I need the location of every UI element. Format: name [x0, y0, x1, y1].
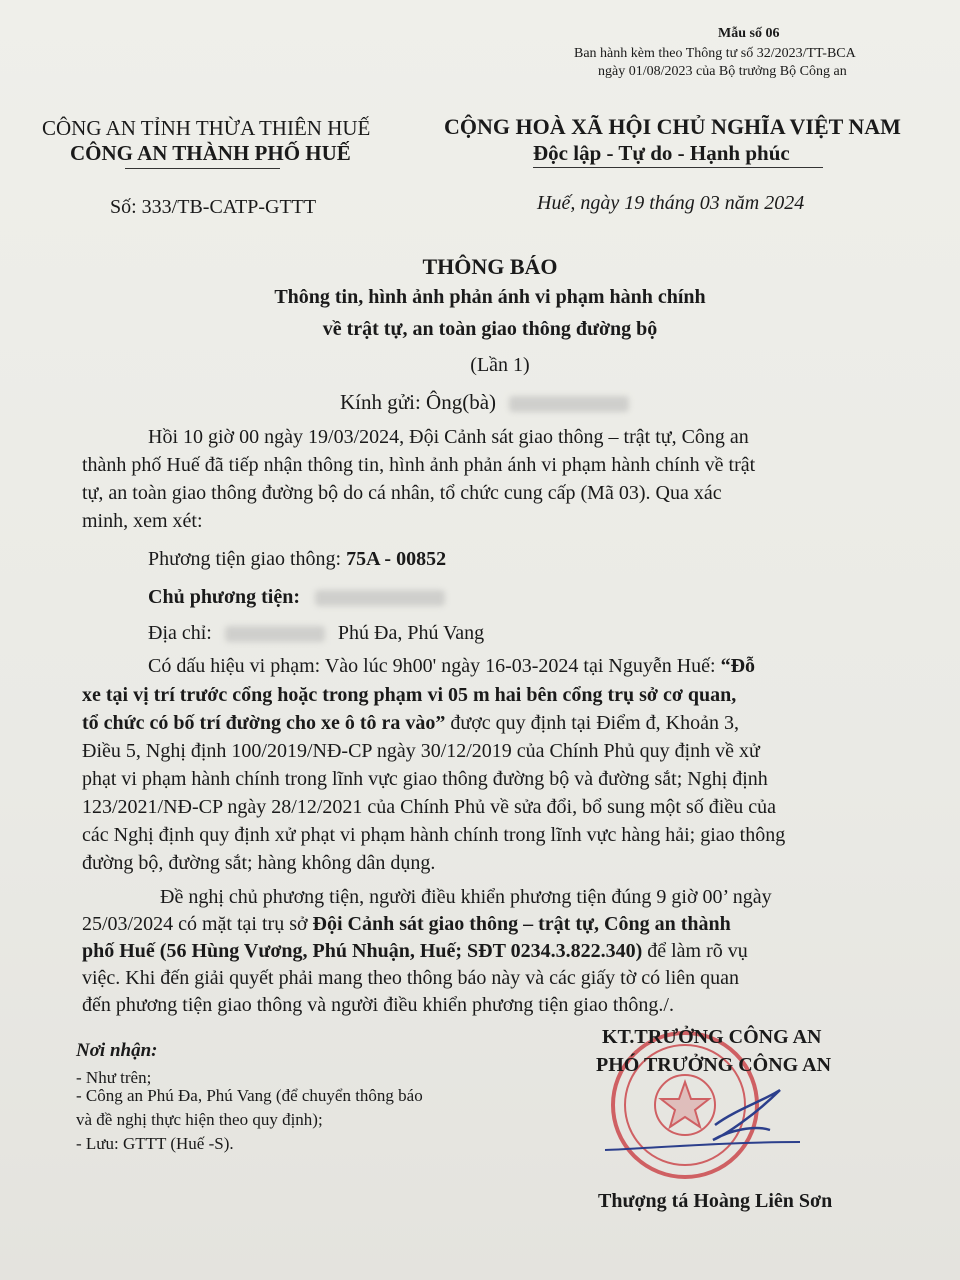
paragraph-3-line-4: việc. Khi đến giải quyết phải mang theo thông báo này và các giấy tờ có liên quan [82, 967, 740, 989]
address-value: Phú Đa, Phú Vang [337, 622, 485, 644]
paragraph-2-line-4: Điều 5, Nghị định 100/2019/NĐ-CP ngày 30/12/2019 của Chính Phủ quy định về xử [82, 740, 760, 762]
signature-title-2: PHÓ TRƯỞNG CÔNG AN [596, 1054, 832, 1076]
vehicle-label: Phương tiện giao thông: [148, 548, 347, 570]
recipient-2: - Công an Phú Đa, Phú Vang (để chuyển thông báo [76, 1086, 423, 1105]
office-name: Đội Cảnh sát giao thông – trật tự, Công an thành [312, 913, 731, 935]
purpose: để làm rõ vụ [642, 940, 748, 962]
paragraph-3-line-1: Đề nghị chủ phương tiện, người điều khiển phương tiện đúng 9 giờ 00’ ngày [160, 886, 772, 908]
issued-line-1: Ban hành kèm theo Thông tư số 32/2023/TT-BCA [574, 46, 856, 61]
motto-underline [533, 167, 823, 168]
office-address: phố Huế (56 Hùng Vương, Phú Nhuận, Huế; SĐT 0234.3.822.340) [82, 940, 643, 962]
nation-title: CỘNG HOÀ XÃ HỘI CHỦ NGHĨA VIỆT NAM [444, 114, 901, 139]
violation-quote-start: “Đỗ [720, 655, 756, 677]
vehicle-line [148, 548, 446, 571]
recipient-2-cont: và đề nghị thực hiện theo quy định); [76, 1110, 323, 1129]
place-date: Huế, ngày 19 tháng 03 năm 2024 [537, 192, 805, 214]
appointment-date: 25/03/2024 có mặt tại trụ sở [82, 913, 313, 935]
redacted-name [509, 396, 629, 412]
paragraph-3-line-2 [82, 913, 731, 936]
document-title: THÔNG BÁO [422, 254, 558, 279]
org-parent: CÔNG AN TỈNH THỪA THIÊN HUẾ [42, 116, 371, 140]
paragraph-1-line-3: tự, an toàn giao thông đường bộ do cá nhân, tổ chức cung cấp (Mã 03). Qua xác [82, 482, 722, 504]
signature-title-1: KT.TRƯỞNG CÔNG AN [602, 1026, 822, 1048]
violation-quote-end: tổ chức có bố trí đường cho xe ô tô ra vào” [82, 712, 446, 734]
form-number: Mẫu số 06 [718, 26, 780, 41]
addressee-label: Kính gửi: Ông(bà) [340, 390, 497, 414]
recipient-3: - Lưu: GTTT (Huế -S). [76, 1134, 234, 1153]
paragraph-1-line-4: minh, xem xét: [82, 510, 203, 532]
redacted-owner [315, 590, 445, 606]
owner-line [148, 586, 445, 609]
recipients-title: Nơi nhận: [76, 1040, 158, 1061]
vehicle-plate: 75A - 00852 [346, 548, 447, 570]
addressee-line [340, 390, 629, 415]
document-number: Số: 333/TB-CATP-GTTT [110, 196, 317, 218]
address-line [148, 622, 484, 645]
paragraph-2-line-1 [148, 655, 755, 678]
paragraph-1-line-2: thành phố Huế đã tiếp nhận thông tin, hình ảnh phản ánh vi phạm hành chính về trật [82, 454, 756, 476]
notice-times: (Lần 1) [470, 354, 530, 376]
redacted-address [225, 626, 325, 642]
violation-intro: Có dấu hiệu vi phạm: Vào lúc 9h00' ngày 16-03-2024 tại Nguyễn Huế: [148, 655, 721, 677]
org-unit: CÔNG AN THÀNH PHỐ HUẾ [70, 141, 351, 165]
paragraph-3-line-5: đến phương tiện giao thông và người điều khiển phương tiện giao thông./. [82, 994, 674, 1016]
paragraph-2-line-6: 123/2021/NĐ-CP ngày 28/12/2021 của Chính Phủ về sửa đổi, bổ sung một số điều của [82, 796, 776, 818]
paragraph-2-line-3 [82, 712, 739, 735]
document-subtitle-2: về trật tự, an toàn giao thông đường bộ [322, 318, 658, 340]
recipient-1: - Như trên; [76, 1068, 152, 1087]
signature-stroke [605, 1142, 800, 1150]
address-label: Địa chỉ: [148, 622, 212, 644]
issued-line-2: ngày 01/08/2023 của Bộ trưởng Bộ Công an [598, 64, 847, 79]
paragraph-2-line-5: phạt vi phạm hành chính trong lĩnh vực giao thông đường bộ và đường sắt; Nghị định [82, 768, 768, 790]
org-underline [125, 168, 280, 169]
owner-label: Chủ phương tiện: [148, 586, 301, 608]
legal-basis: được quy định tại Điểm đ, Khoản 3, [445, 712, 739, 734]
paragraph-2-line-7: các Nghị định quy định xử phạt vi phạm hành chính trong lĩnh vực hàng hải; giao thông [82, 824, 786, 846]
document-subtitle-1: Thông tin, hình ảnh phản ánh vi phạm hành chính [274, 286, 706, 308]
signer-name: Thượng tá Hoàng Liên Sơn [598, 1190, 833, 1212]
paragraph-1-line-1: Hồi 10 giờ 00 ngày 19/03/2024, Đội Cảnh sát giao thông – trật tự, Công an [148, 426, 749, 448]
paragraph-2-line-2: xe tại vị trí trước cổng hoặc trong phạm vi 05 m hai bên cổng trụ sở cơ quan, [82, 684, 737, 706]
motto: Độc lập - Tự do - Hạnh phúc [533, 141, 790, 165]
paragraph-3-line-3 [82, 940, 748, 963]
paragraph-2-line-8: đường bộ, đường sắt; hàng không dân dụng. [82, 852, 436, 874]
